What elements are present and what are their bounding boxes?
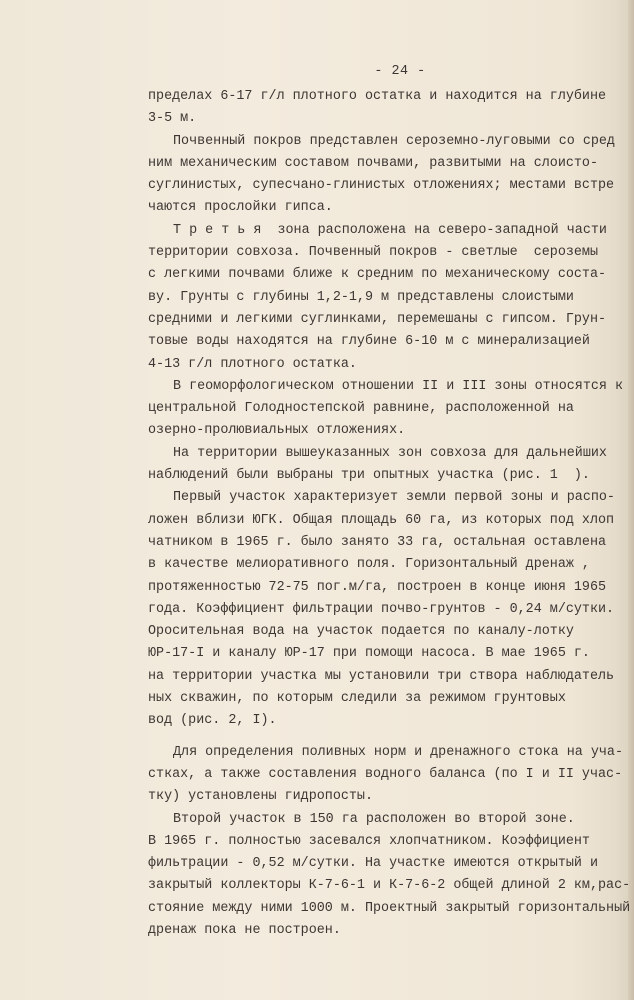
text-line: ву. Грунты с глубины 1,2-1,9 м представлены слоистыми: [148, 289, 574, 305]
page-number: - 24 -: [374, 64, 426, 79]
text-line: В 1965 г. полностью засевался хлопчатником. Коэффициент: [148, 833, 590, 849]
text-line: Для определения поливных норм и дренажного стока на уча-: [173, 744, 623, 760]
text-line: ложен вблизи ЮГК. Общая площадь 60 га, из которых под хлоп: [148, 512, 615, 528]
text-line: Второй участок в 150 га расположен во второй зоне.: [173, 811, 575, 827]
text-line: средними и легкими суглинками, перемешаны с гипсом. Грун-: [148, 311, 607, 327]
text-line: озерно-пролювиальных отложениях.: [148, 423, 406, 439]
text-line: в качестве мелиоративного поля. Горизонтальный дренаж ,: [148, 557, 590, 573]
text-line: Первый участок характеризует земли первой зоны и распо-: [173, 490, 615, 506]
text-line: центральной Голодностепской равнине, расположенной на: [148, 401, 574, 417]
text-line: фильтрации - 0,52 м/сутки. На участке имеются открытый и: [148, 856, 598, 872]
text-line: чаются прослойки гипса.: [148, 200, 333, 216]
text-line: 4-13 г/л плотного остатка.: [148, 356, 357, 372]
text-line: суглинистых, супесчано-глинистых отложениях; местами встре: [148, 178, 615, 194]
text-line: ЮР-17-I и каналу ЮР-17 при помощи насоса. В мае 1965 г.: [148, 646, 590, 662]
text-line: Т р е т ь я зона расположена на северо-западной части: [173, 222, 607, 238]
text-line: ных скважин, по которым следили за режимом грунтовых: [148, 691, 566, 707]
text-line: товые воды находятся на глубине 6-10 м с минерализацией: [148, 334, 590, 350]
text-line: на территории участка мы установили три створа наблюдатель: [148, 668, 615, 684]
text-line: года. Коэффициент фильтрации почво-грунтов - 0,24 м/сутки.: [148, 601, 615, 617]
text-line: дренаж пока не построен.: [148, 922, 341, 938]
text-line: с легкими почвами ближе к средним по механическому соста-: [148, 267, 607, 283]
text-line: Почвенный покров представлен сероземно-луговыми со сред: [173, 133, 615, 149]
text-line: В геоморфологическом отношении II и III зоны относятся к: [173, 378, 623, 394]
text-line: территории совхоза. Почвенный покров - светлые сероземы: [148, 245, 598, 261]
text-line: чатником в 1965 г. было занято 33 га, остальная оставлена: [148, 534, 607, 550]
text-line: тку) установлены гидропосты.: [148, 789, 373, 805]
text-line: Оросительная вода на участок подается по каналу-лотку: [148, 624, 574, 640]
document-body: [148, 86, 630, 942]
text-line: протяженностью 72-75 пог.м/га, построен в конце июня 1965: [148, 579, 607, 595]
text-line: вод (рис. 2, I).: [148, 713, 277, 729]
text-line: ним механическим составом почвами, развитыми на слоисто-: [148, 155, 598, 171]
text-line: стках, а также составления водного баланса (по I и II учас-: [148, 766, 623, 782]
text-line: стояние между ними 1000 м. Проектный закрытый горизонтальный: [148, 900, 631, 916]
text-line: пределах 6-17 г/л плотного остатка и находится на глубине: [148, 89, 607, 104]
text-line: 3-5 м.: [148, 111, 197, 127]
text-line: наблюдений были выбраны три опытных участка (рис. 1 ).: [148, 468, 590, 484]
text-line: закрытый коллекторы К-7-6-1 и К-7-6-2 общей длиной 2 км,рас-: [148, 878, 631, 894]
text-line: На территории вышеуказанных зон совхоза для дальнейших: [173, 445, 607, 461]
